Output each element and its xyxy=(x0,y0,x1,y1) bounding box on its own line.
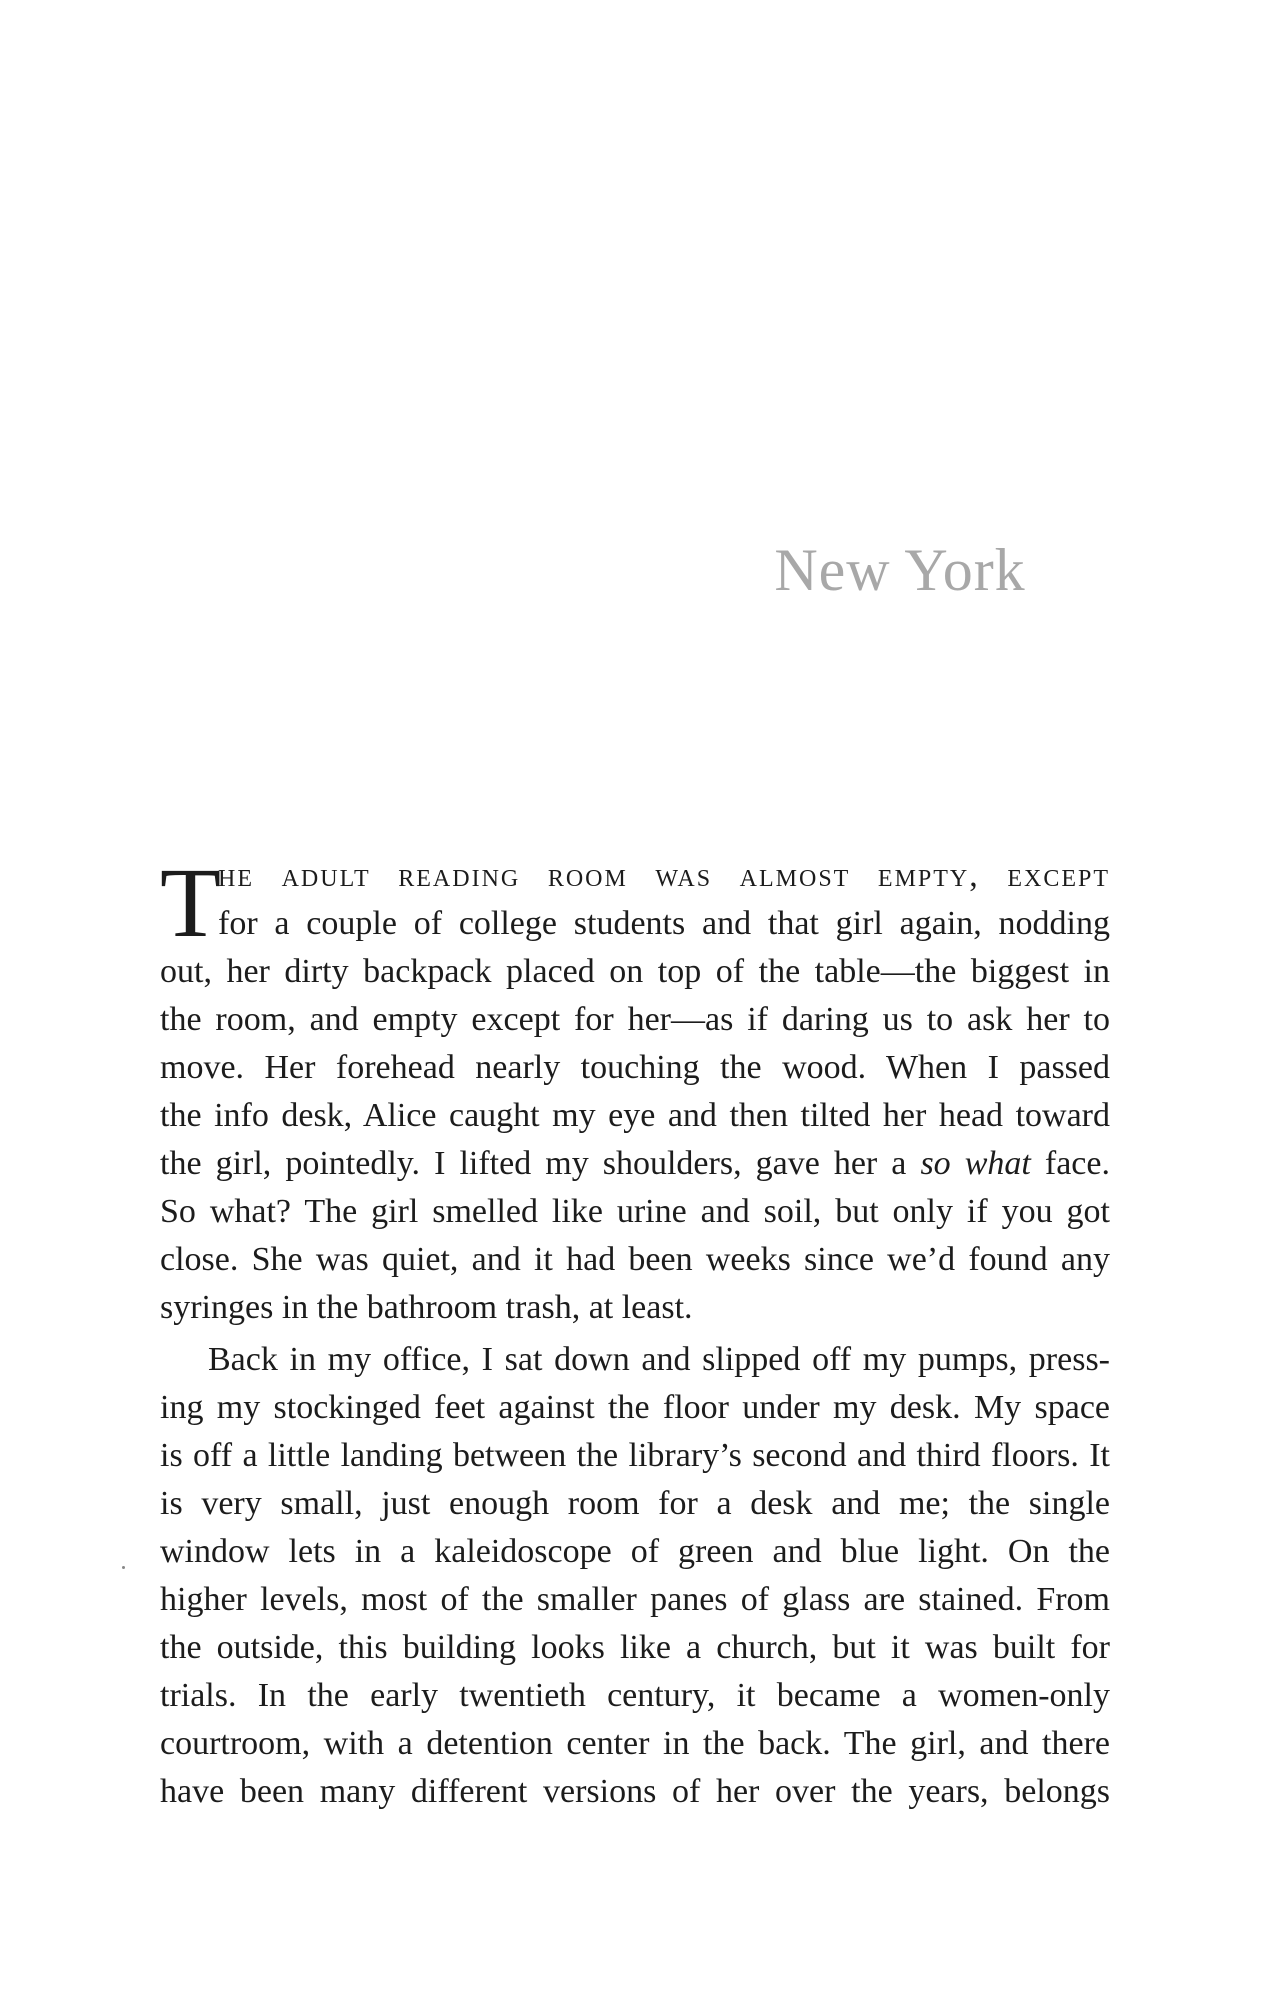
text-line-italic-phrase xyxy=(160,1140,1110,1188)
body-text xyxy=(160,847,1110,1816)
text-line: So what? The girl smelled like urine and soil, but only if you got xyxy=(160,1193,1110,1230)
text-line: the room, and empty except for her—as if daring us to ask her to xyxy=(160,1001,1110,1038)
drop-cap: T xyxy=(160,847,222,958)
opening-line-2: for a couple of college students and that girl again, nodding xyxy=(218,905,1110,942)
text-line: is very small, just enough room for a desk and me; the single xyxy=(160,1485,1110,1522)
text-line: window lets in a kaleidoscope of green and blue light. On the xyxy=(160,1533,1110,1570)
text-line: ing my stockinged feet against the floor under my desk. My space xyxy=(160,1389,1110,1426)
text-line: close. She was quiet, and it had been weeks since we’d found any xyxy=(160,1241,1110,1278)
text-line: move. Her forehead nearly touching the wood. When I passed xyxy=(160,1049,1110,1086)
chapter-title: New York xyxy=(774,537,1026,603)
text-line: courtroom, with a detention center in the back. The girl, and there xyxy=(160,1725,1110,1762)
text-line-last: syringes in the bathroom trash, at least. xyxy=(160,1289,693,1326)
text-line: out, her dirty backpack placed on top of the table—the biggest in xyxy=(160,953,1110,990)
text-line-indented: Back in my office, I sat down and slipped off my pumps, press- xyxy=(208,1341,1110,1378)
text-line: the outside, this building looks like a church, but it was built for xyxy=(160,1629,1110,1666)
italic-phrase: so what xyxy=(920,1145,1031,1182)
paragraph-2 xyxy=(160,1336,1110,1816)
text-segment: the girl, pointedly. I lifted my shoulders, gave her a xyxy=(160,1145,921,1182)
text-line: have been many different versions of her over the years, belongs xyxy=(160,1773,1110,1810)
text-line: is off a little landing between the library’s second and third floors. It xyxy=(160,1437,1110,1474)
scan-speck xyxy=(122,1566,125,1569)
text-line: higher levels, most of the smaller panes of glass are stained. From xyxy=(160,1581,1110,1618)
opening-lines xyxy=(160,847,1110,958)
text-segment: face. xyxy=(1030,1145,1110,1182)
text-line: trials. In the early twentieth century, it became a women-only xyxy=(160,1677,1110,1714)
paragraph-1 xyxy=(160,948,1110,1332)
text-line: the info desk, Alice caught my eye and then tilted her head toward xyxy=(160,1097,1110,1134)
opening-line-1: he adult reading room was almost empty, except xyxy=(218,857,1110,894)
